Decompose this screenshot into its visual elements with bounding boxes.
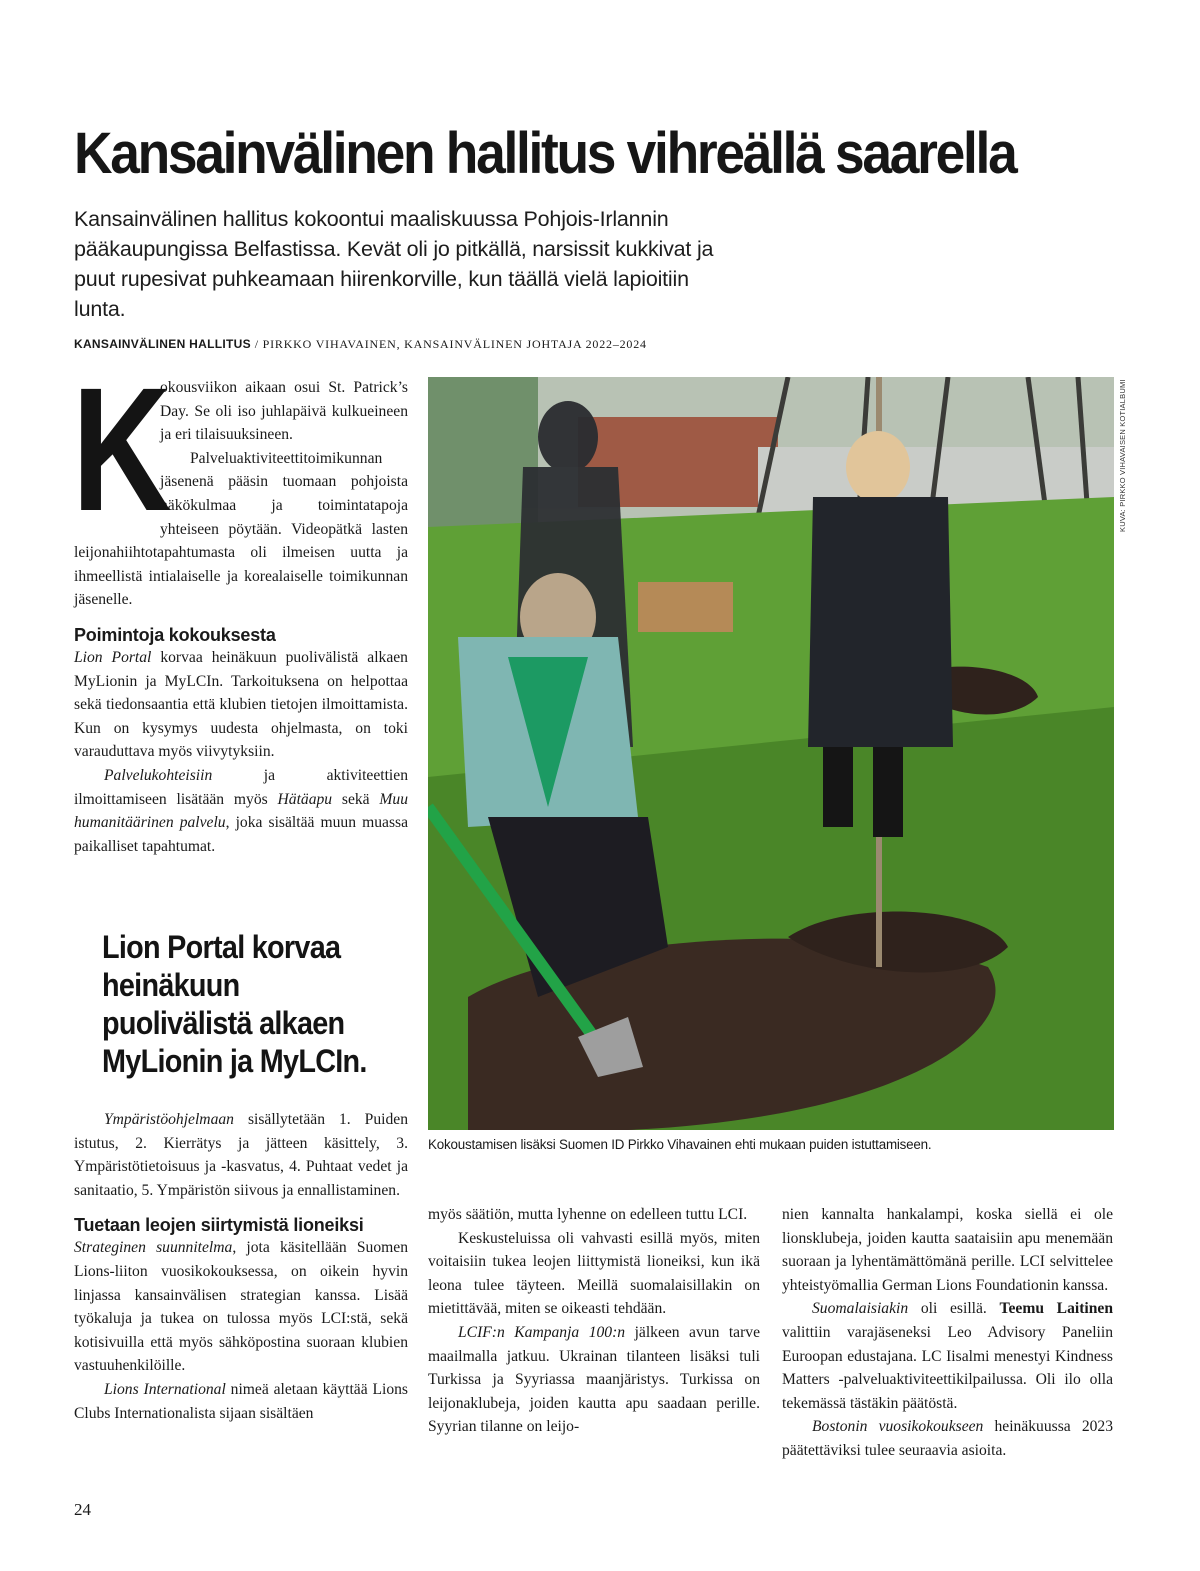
text: nimeä aletaan käyttää Lions Clubs Internationalista sijaan sisältäen bbox=[74, 1380, 408, 1422]
paragraph bbox=[74, 1108, 408, 1202]
emphasis: Hätäapu bbox=[277, 790, 333, 808]
text: , joka sisältää muun muassa paikalliset tapahtumat. bbox=[74, 814, 408, 855]
tree-planting-photo bbox=[428, 377, 1114, 1130]
byline bbox=[74, 337, 774, 352]
drop-cap: K bbox=[72, 352, 172, 548]
paragraph: myös säätiön, mutta lyhenne on edelleen tuttu LCI. bbox=[428, 1206, 748, 1223]
column-2 bbox=[428, 1203, 760, 1439]
person-name: Teemu Laitinen bbox=[999, 1300, 1113, 1318]
emphasis: Lion Portal bbox=[74, 648, 152, 666]
text: sisällytetään 1. Puiden istutus, 2. Kierrätys ja jätteen käsittely, 3. Ympäristötietoisuus ja -kasvatus, 4. Puhtaat vedet ja sanitaatio, 5. Ympäristön siivous ja ennallistaminen. bbox=[74, 1111, 408, 1199]
paragraph: nien kannalta hankalampi, koska siellä ei ole lionsklubeja, joiden kautta saataisiin apu menemään suoraan ja lyhentämättömänä perille. LCI selvittelee yhteistyömallia German Lions Foundationin kanssa. bbox=[782, 1206, 1113, 1294]
text: sekä bbox=[332, 790, 380, 808]
photo-credit: KUVA: PIRKKO VIHAVAISEN KOTIALBUMI bbox=[1118, 379, 1127, 532]
text: oli esillä. bbox=[908, 1300, 1000, 1318]
emphasis: Lions International bbox=[104, 1380, 226, 1398]
byline-section: KANSAINVÄLINEN HALLITUS bbox=[74, 337, 251, 351]
subheading: Poimintoja kokouksesta bbox=[74, 624, 276, 645]
paragraph: Palveluaktiviteettitoimikunnan jäsenenä pääsin tuomaan pohjoista näkökulmaa ja toimintatapoja yhteiseen pöytään. Videopätkä lasten leijonahiihtotapahtumasta oli ilmeisen uutta ja ihmeellistä intialaiselle ja korealaiselle toimikunnan jäsenelle. bbox=[74, 449, 408, 609]
text: jälkeen avun tarve maailmalla jatkuu. Ukrainan tilanteen lisäksi tuli Turkissa ja Syyriassa maanjäristys. Turkissa on leijonaklubeja, joiden kautta apu saadaan perille. Syyrian tilanne on leijo- bbox=[428, 1323, 761, 1436]
paragraph: Keskusteluissa oli vahvasti esillä myös, miten voitaisiin tukea leojen liittymistä lioneiksi, kun ikä leona tulee täyteen. Meillä suomalaisillakin on mietittävää, miten se oikeasti tehdään. bbox=[428, 1229, 760, 1318]
text: valittiin varajäseneksi Leo Advisory Paneliin Euroopan edustajana. LC Iisalmi menestyi Kindness Matters -palveluaktiviteettikilpailussa. Oli ilo olla tekemässä tästäkin päätöstä. bbox=[782, 1323, 1113, 1412]
column-1-bottom bbox=[74, 1108, 408, 1425]
article-lead: Kansainvälinen hallitus kokoontui maaliskuussa Pohjois-Irlannin pääkaupungissa Belfastissa. Kevät oli jo pitkällä, narsissit kukkivat ja puut rupesivat puhkeamaan hiirenkorville, kun täällä vielä lapioitiin lunta. bbox=[74, 207, 714, 321]
paragraph bbox=[74, 1378, 408, 1425]
photo-caption: Kokoustamisen lisäksi Suomen ID Pirkko Vihavainen ehti mukaan puiden istuttamiseen. bbox=[428, 1137, 932, 1152]
paragraph bbox=[428, 1321, 760, 1439]
pull-quote: Lion Portal korvaa heinäkuun puolivälistä alkaen MyLionin ja MyLCIn. bbox=[102, 929, 367, 1079]
emphasis: Strateginen suunnitelma bbox=[74, 1239, 233, 1257]
byline-separator: / bbox=[250, 337, 263, 351]
text: korvaa heinäkuun puolivälistä alkaen MyLionin ja MyLCIn. Tarkoituksena on helpottaa sekä tiedonsaantia että klubien tietojen ilmoittamista. Kun on kysymys uudesta ohjelmasta, on toki varauduttava myös viivytyksiin. bbox=[74, 648, 408, 761]
emphasis: LCIF:n Kampanja 100:n bbox=[458, 1323, 626, 1341]
paragraph bbox=[74, 764, 408, 858]
byline-author: PIRKKO VIHAVAINEN, KANSAINVÄLINEN JOHTAJA 2022–2024 bbox=[262, 337, 647, 351]
text: , jota käsitellään Suomen Lions-liiton vuosikokouksessa, on oikein hyvin linjassa kansainvälisen strategian kanssa. Lisää työkaluja ja tukea on tulossa myös LCI:stä, sekä kotisivuilla että myös sähköpostina suoraan klubien vastuuhenkilöille. bbox=[74, 1239, 408, 1375]
emphasis: Ympäristöohjelmaan bbox=[104, 1111, 234, 1128]
emphasis: Bostonin vuosikokoukseen bbox=[812, 1418, 984, 1436]
emphasis: Palvelukohteisiin bbox=[104, 766, 213, 784]
paragraph bbox=[782, 1297, 1113, 1415]
paragraph: okousviikon aikaan osui St. Patrick’s Day. Se oli iso juhlapäivä kulkueineen ja eri tilaisuuksineen. bbox=[160, 379, 408, 444]
text: ja aktiviteettien ilmoittamiseen lisätään myös bbox=[74, 766, 408, 808]
subheading: Tuetaan leojen siirtymistä lioneiksi bbox=[74, 1215, 364, 1236]
article-title: Kansainvälinen hallitus vihreällä saarella bbox=[74, 121, 1016, 186]
column-1-top bbox=[72, 352, 408, 858]
emphasis: Suomalaisiakin bbox=[812, 1300, 909, 1318]
text: heinäkuussa 2023 päätettäviksi tulee seuraavia asioita. bbox=[782, 1418, 1114, 1459]
emphasis: Muu humanitäärinen palvelu bbox=[74, 790, 408, 832]
paragraph bbox=[74, 646, 408, 764]
paragraph bbox=[74, 1236, 408, 1378]
paragraph bbox=[782, 1415, 1113, 1462]
page-number: 24 bbox=[74, 1500, 91, 1519]
column-3 bbox=[782, 1203, 1113, 1463]
